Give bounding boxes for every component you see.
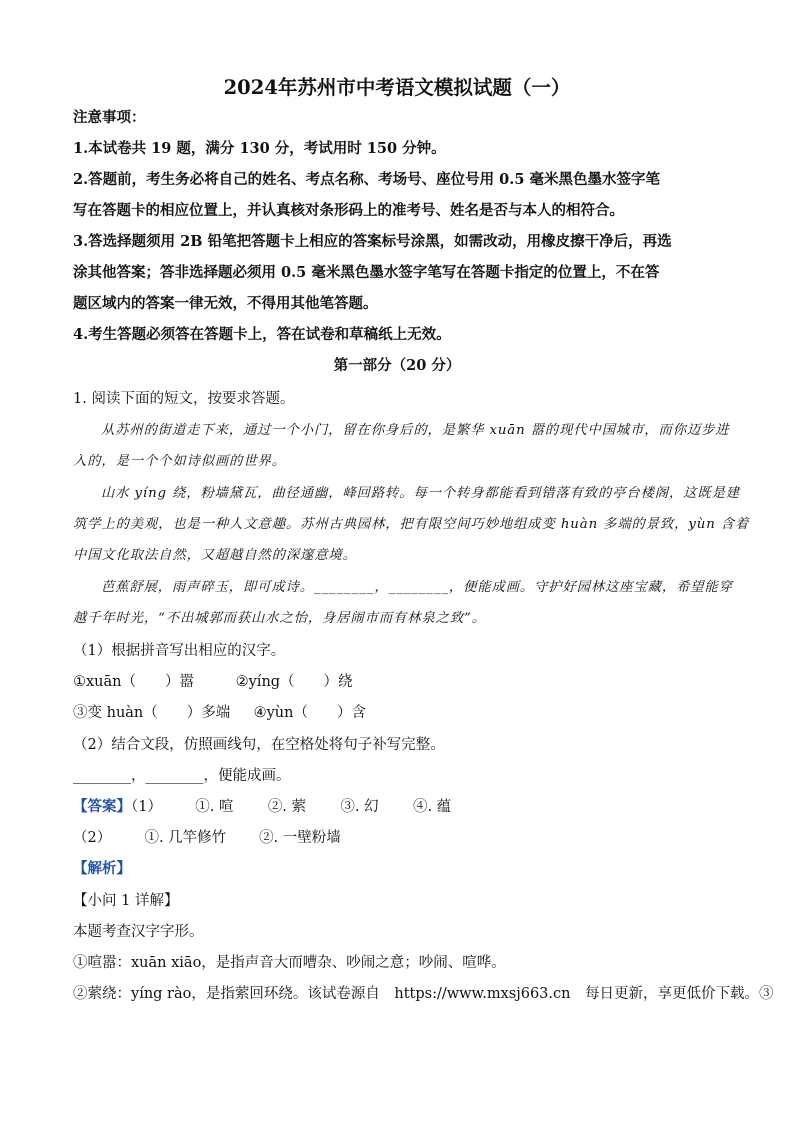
notice-item-2: 2.答题前，考生务必将自己的姓名、考点名称、考场号、座位号用 0.5 毫米黑色墨水签字笔 bbox=[73, 171, 660, 188]
notice-item-3-cont: 涂其他答案；答非选择题必须用 0.5 毫米黑色墨水签字笔写在答题卡指定的位置上，不在答 bbox=[73, 264, 660, 281]
pinyin-item-1: ①xuān（ ）嚣 bbox=[73, 674, 194, 690]
analysis-line-1: 本题考查汉字字形。 bbox=[73, 924, 204, 940]
passage-line-7: 越千年时光，“不出城郭而获山水之怡，身居闹市而有林泉之致”。 bbox=[73, 611, 486, 626]
answer-row2-prefix: （2） bbox=[73, 830, 112, 846]
answer-row-1 bbox=[73, 797, 724, 817]
analysis-label: 【解析】 bbox=[73, 860, 131, 877]
pinyin-row-1 bbox=[73, 672, 724, 692]
answer-label: 【答案】 bbox=[73, 798, 131, 815]
answer-row1-prefix: （1） bbox=[131, 799, 162, 815]
pinyin-item-4: ④yùn（ ）含 bbox=[253, 705, 366, 721]
passage-line-4: 筑学上的美观，也是一种人文意趣。苏州古典园林，把有限空间巧妙地组成变 huàn 多端的景致，yùn 含着 bbox=[73, 517, 750, 532]
passage-line-6: 芭蕉舒展，雨声碎玉，即可成诗。________，________，便能成画。守护好园林这座宝藏，希望能穿 bbox=[101, 580, 733, 595]
passage-line-2: 入的，是一个个如诗似画的世界。 bbox=[73, 454, 286, 469]
notice-item-3-cont2: 题区域内的答案一律无效，不得用其他笔答题。 bbox=[73, 295, 378, 312]
sub-question-2: （2）结合文段，仿照画线句，在空格处将句子补写完整。 bbox=[73, 737, 445, 753]
notice-item-3: 3.答选择题须用 2B 铅笔把答题卡上相应的答案标号涂黑，如需改动，用橡皮擦干净后，再选 bbox=[73, 233, 672, 250]
analysis-line-3: ②萦绕：yíng rào，是指萦回环绕。该试卷源自 https://www.mxsj663.cn 每日更新，享更低价下载。③ bbox=[73, 986, 774, 1002]
answer-item-6: ②. 一壁粉墙 bbox=[259, 830, 341, 846]
answer-item-2: ②. 萦 bbox=[267, 799, 307, 815]
answer-item-5: ①. 几竿修竹 bbox=[144, 830, 227, 846]
notice-heading: 注意事项： bbox=[73, 109, 146, 126]
pinyin-item-2: ②yíng（ ）绕 bbox=[235, 674, 353, 690]
notice-item-1: 1.本试卷共 19 题，满分 130 分，考试用时 150 分钟。 bbox=[73, 140, 446, 157]
analysis-line-2: ①喧嚣：xuān xiāo，是指声音大而嘈杂、吵闹之意；吵闹、喧哗。 bbox=[73, 955, 506, 971]
pinyin-row-2 bbox=[73, 703, 724, 723]
page-title: 2024年苏州市中考语文模拟试题（一） bbox=[223, 76, 571, 99]
answer-row-2 bbox=[73, 828, 724, 848]
notice-item-2-cont: 写在答题卡的相应位置上，并认真核对条形码上的准考号、姓名是否与本人的相符合。 bbox=[73, 202, 624, 219]
question-stem: 1. 阅读下面的短文，按要求答题。 bbox=[73, 391, 295, 407]
answer-item-3: ③. 幻 bbox=[340, 799, 379, 815]
answer-item-1: ①. 喧 bbox=[195, 799, 234, 815]
passage-line-1: 从苏州的街道走下来，通过一个小门，留在你身后的，是繁华 xuān 嚣的现代中国城市，而你迈步进 bbox=[101, 423, 730, 438]
analysis-subheading: 【小问 1 详解】 bbox=[73, 893, 179, 909]
passage-line-5: 中国文化取法自然，又超越自然的深邃意境。 bbox=[73, 548, 357, 563]
fill-blank-line: ________，________，便能成画。 bbox=[73, 768, 291, 784]
answer-item-4: ④. 蕴 bbox=[413, 799, 452, 815]
passage-line-3: 山水 yíng 绕，粉墙黛瓦，曲径通幽，峰回路转。每一个转身都能看到错落有致的亭台楼阁，这既是建 bbox=[101, 486, 740, 501]
notice-item-4: 4.考生答题必须答在答题卡上，答在试卷和草稿纸上无效。 bbox=[73, 326, 451, 343]
sub-question-1: （1）根据拼音写出相应的汉字。 bbox=[73, 643, 286, 659]
pinyin-item-3: ③变 huàn（ ）多端 bbox=[73, 705, 231, 721]
section-title: 第一部分（20 分） bbox=[333, 357, 461, 374]
